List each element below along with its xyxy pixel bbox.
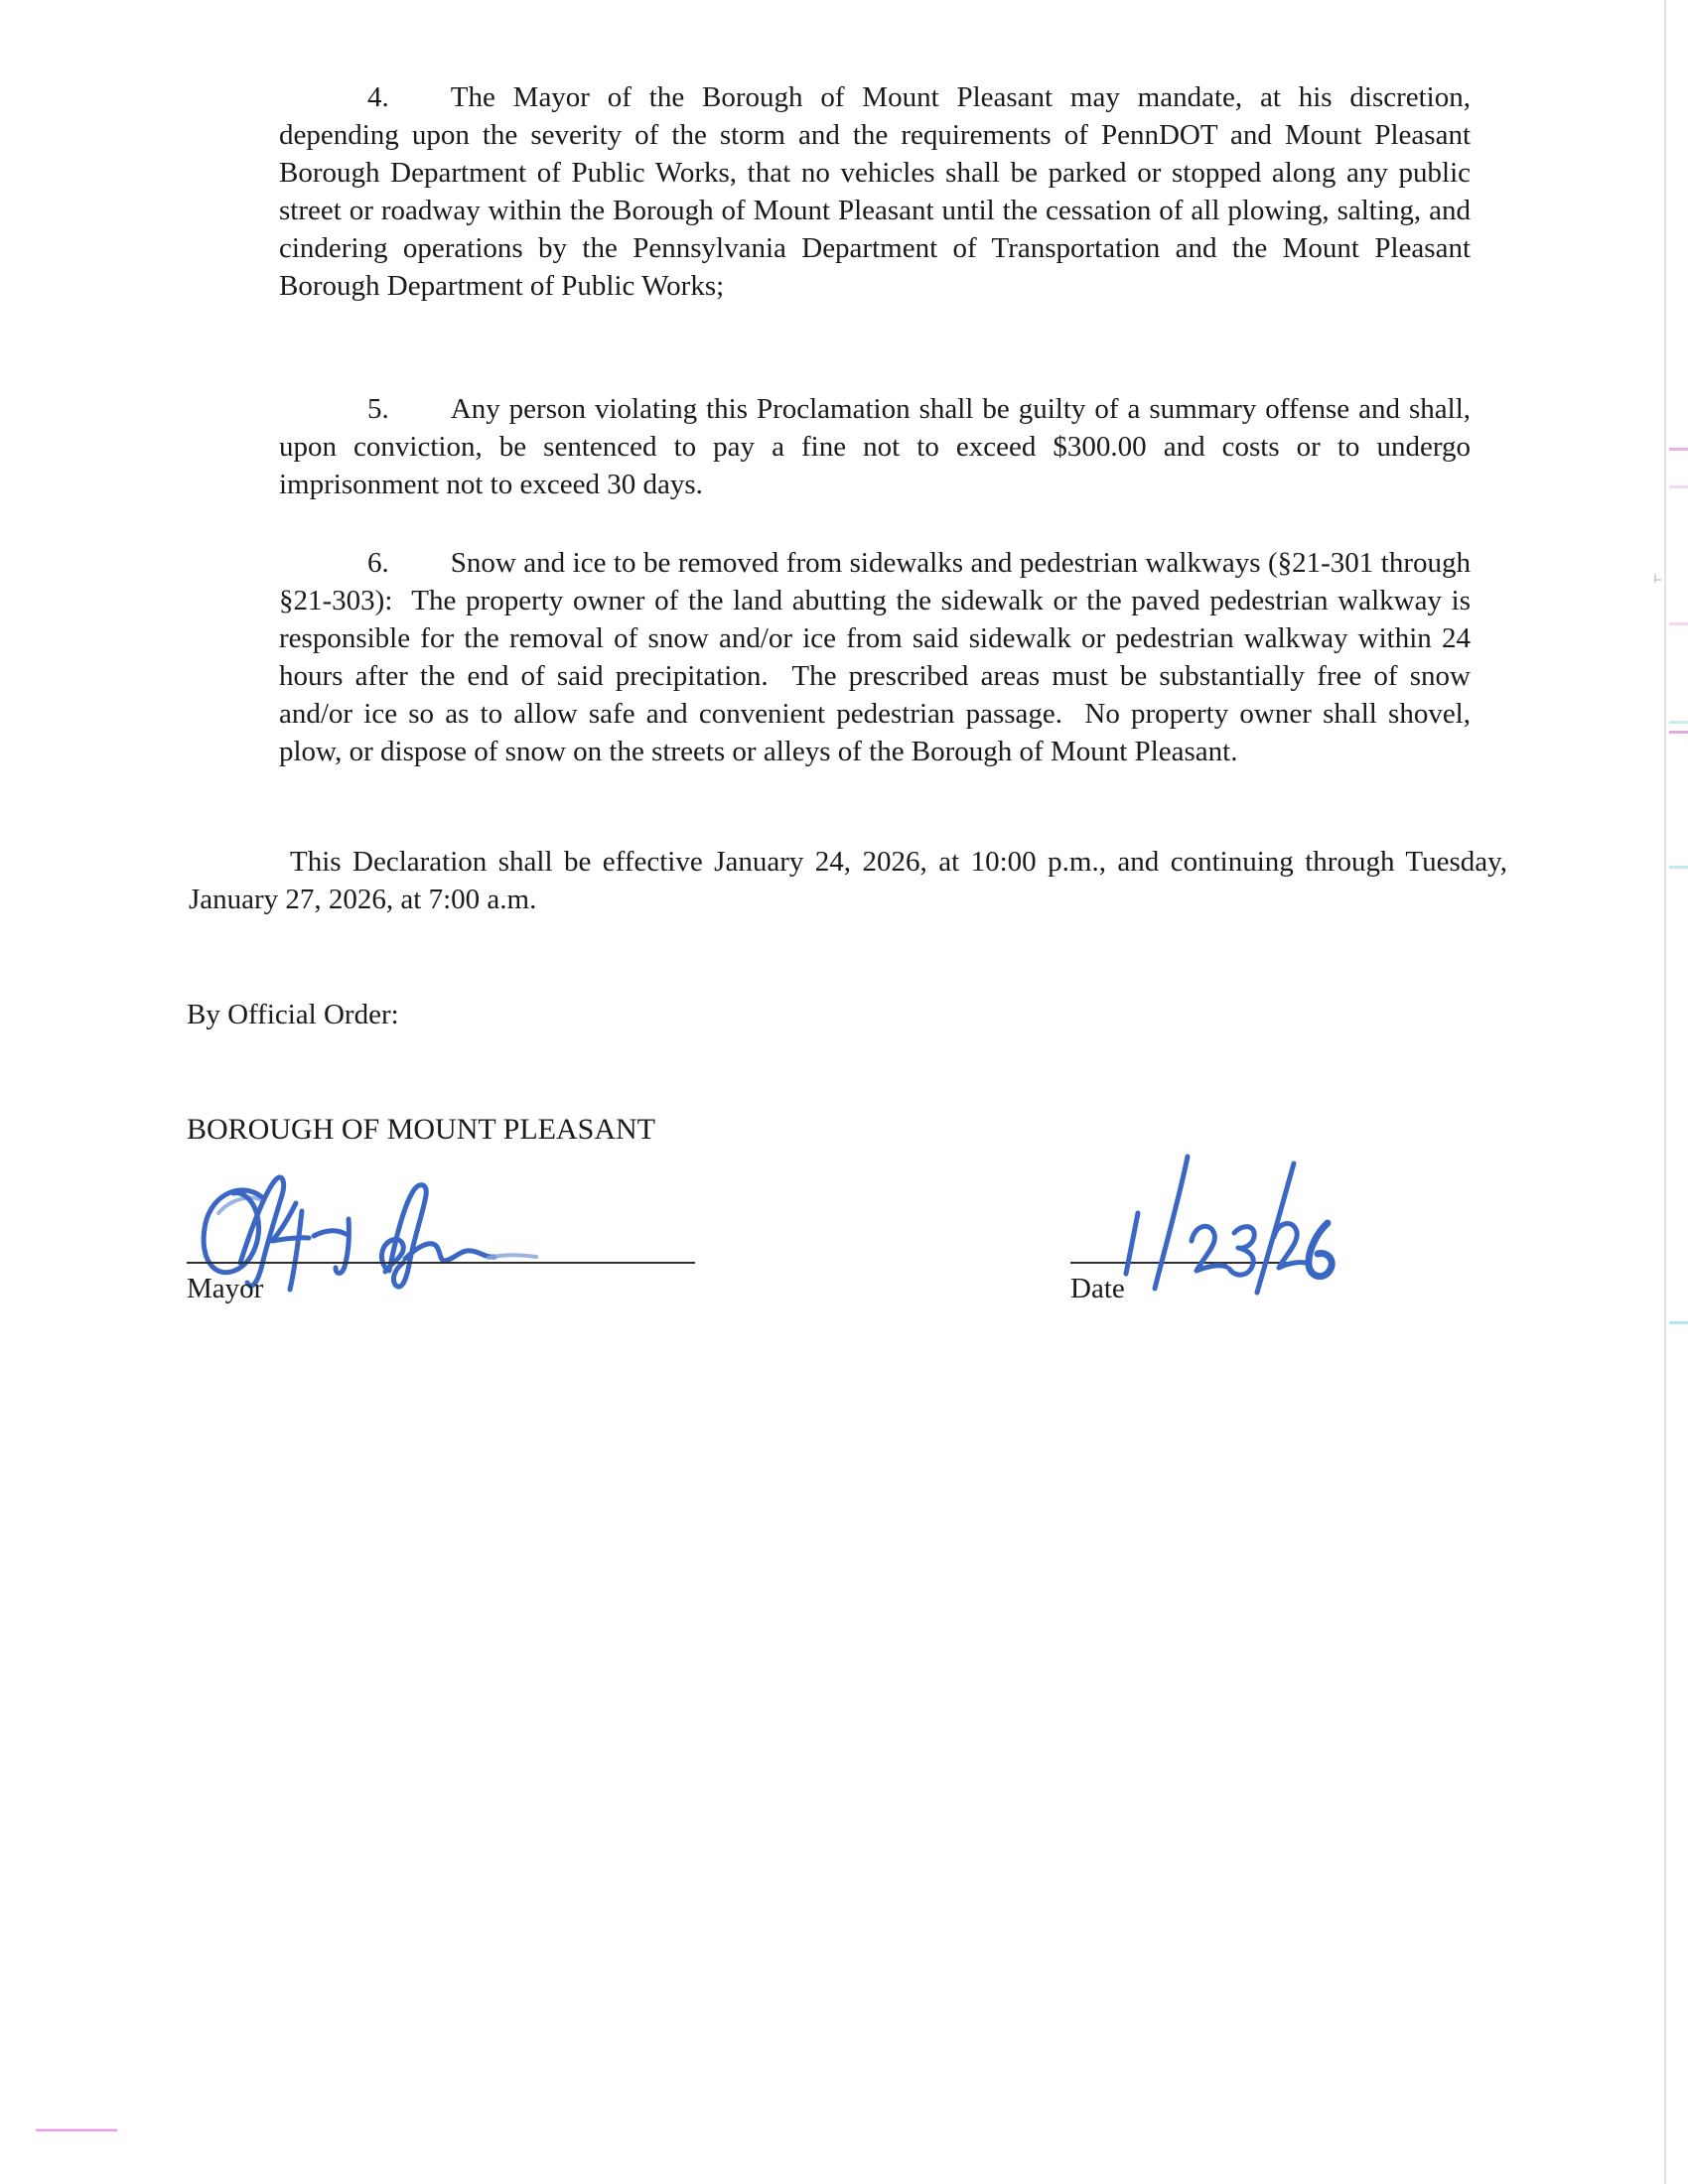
paragraph-6 [279,544,1471,770]
effective-clause [189,843,1507,918]
scan-edge-line [1664,0,1666,2184]
scan-tick-mark [1669,731,1688,734]
paragraph-5 [279,390,1471,503]
paragraph-4-number: 4. [367,81,389,113]
scan-pink-line [36,2129,117,2131]
handwritten-date-ink [1092,1142,1350,1305]
by-official-order-line: By Official Order: [187,999,399,1030]
scan-tick-mark [1669,1321,1688,1324]
mayor-signature-ink [179,1132,715,1340]
scan-tick-mark [1669,622,1688,625]
scan-tick-mark [1669,448,1688,451]
paragraph-4-text: The Mayor of the Borough of Mount Pleasant may mandate, at his discretion, depending upon the severity of the storm and the requirements of PennDOT and Mount Pleasant Borough Department of Public Works, that no vehicles shall be parked or stopped along any public street or roadway within the Borough of Mount Pleasant until the cessation of all plowing, salting, and cindering operations by the Pennsylvania Department of Transportation and the Mount Pleasant Borough Department of Public Works; [279,81,1471,302]
scan-tick-mark [1669,485,1688,488]
paragraph-5-text: Any person violating this Proclamation shall be guilty of a summary offense and shall, upon conviction, be sentenced to pay a fine not to exceed $300.00 and costs or to undergo imprisonment not to exceed 30 days. [279,393,1471,500]
effective-clause-text: This Declaration shall be effective January 24, 2026, at 10:00 p.m., and continuing through Tuesday, January 27, 2026, at 7:00 a.m. [189,846,1507,915]
scan-stray-mark [1654,579,1661,581]
scan-tick-mark [1669,866,1688,869]
paragraph-6-number: 6. [367,547,389,579]
mayor-signature-line [187,1262,695,1264]
mayor-label: Mayor [187,1273,264,1304]
scan-tick-mark [1669,721,1688,724]
paragraph-4 [279,78,1471,305]
paragraph-5-number: 5. [367,393,389,425]
date-label: Date [1070,1273,1125,1304]
issuer-name: BOROUGH OF MOUNT PLEASANT [187,1113,655,1146]
paragraph-6-text: Snow and ice to be removed from sidewalks and pedestrian walkways (§21-301 through §21-303): The property owner of the land abutting the sidewalk or the paved pedestrian walkway is responsible for the removal of snow and/or ice from said sidewalk or pedestrian walkway within 24 hours after the end of said precipitation. The prescribed areas must be substantially free of snow and/or ice so as to allow safe and convenient pedestrian passage. No property owner shall shovel, plow, or dispose of snow on the streets or alleys of the Borough of Mount Pleasant. [279,547,1471,767]
